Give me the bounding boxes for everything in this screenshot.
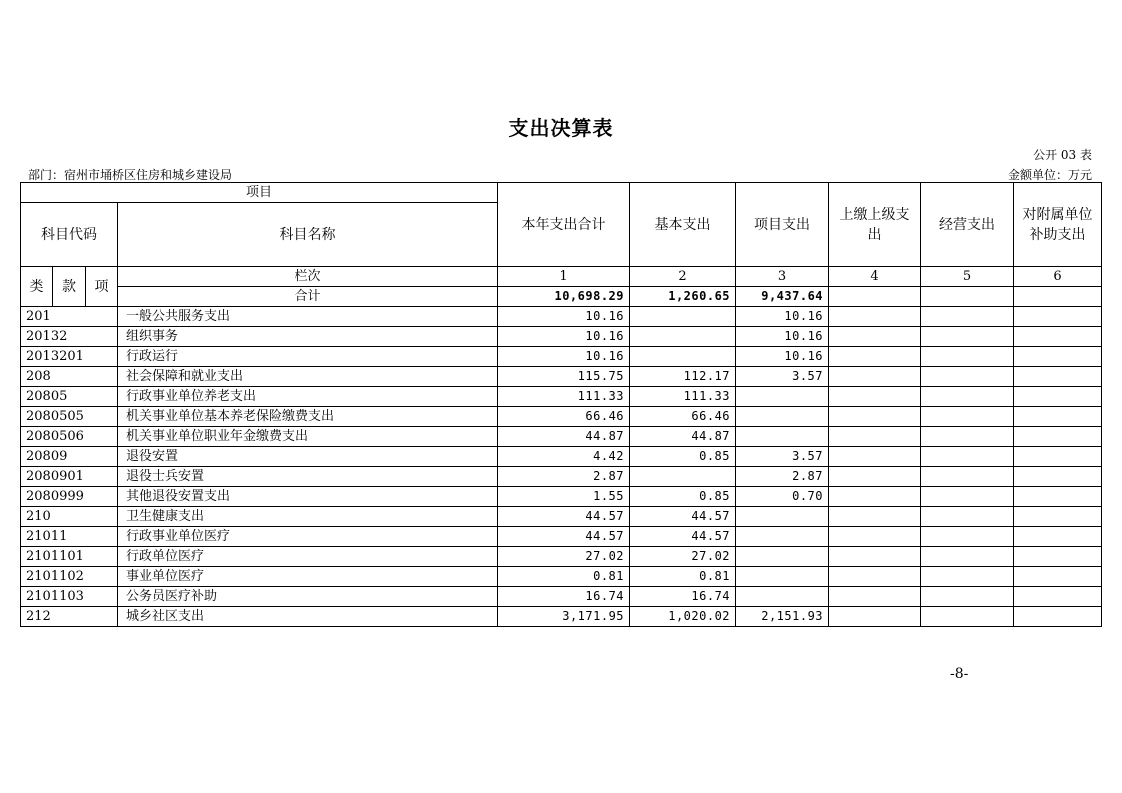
basic-amount-cell: 0.81 — [630, 567, 736, 587]
upper-amount-cell — [829, 327, 921, 347]
total-amount-cell: 1.55 — [498, 487, 630, 507]
subject-code-header: 科目代码 — [21, 203, 118, 267]
subject-name-header: 科目名称 — [118, 203, 498, 267]
total-amount-cell: 3,171.95 — [498, 607, 630, 627]
project-amount-cell — [736, 567, 829, 587]
basic-amount-cell: 112.17 — [630, 367, 736, 387]
business-amount-cell — [921, 387, 1014, 407]
subject-code-cell: 2101103 — [21, 587, 118, 607]
total-amount-cell: 10.16 — [498, 327, 630, 347]
business-amount-cell — [921, 467, 1014, 487]
form-number: 公开 03 表 — [1033, 148, 1092, 162]
subject-name-cell: 行政事业单位养老支出 — [118, 387, 498, 407]
upper-amount-cell — [829, 487, 921, 507]
subject-name-cell: 公务员医疗补助 — [118, 587, 498, 607]
project-amount-cell — [736, 587, 829, 607]
total-upper-amount — [829, 287, 921, 307]
upper-amount-cell — [829, 427, 921, 447]
business-amount-cell — [921, 567, 1014, 587]
table-row — [21, 607, 1102, 627]
column-index-4: 4 — [829, 267, 921, 287]
upper-amount-cell — [829, 387, 921, 407]
subsidy-amount-cell — [1014, 427, 1102, 447]
subsidy-amount-cell — [1014, 587, 1102, 607]
project-amount-cell — [736, 527, 829, 547]
table-row — [21, 387, 1102, 407]
upper-amount-cell — [829, 507, 921, 527]
business-amount-cell — [921, 427, 1014, 447]
column-index-1: 1 — [498, 267, 630, 287]
subject-name-cell: 事业单位医疗 — [118, 567, 498, 587]
project-amount-cell: 10.16 — [736, 347, 829, 367]
column-index-5: 5 — [921, 267, 1014, 287]
expenditure-table — [20, 182, 1102, 627]
row-index-label: 栏次 — [118, 267, 498, 287]
subject-code-cell: 208 — [21, 367, 118, 387]
business-amount-cell — [921, 447, 1014, 467]
total-amount-cell: 0.81 — [498, 567, 630, 587]
table-row — [21, 567, 1102, 587]
subject-name-cell: 其他退役安置支出 — [118, 487, 498, 507]
upper-amount-cell — [829, 567, 921, 587]
amount-unit-label: 金额单位：万元 — [1007, 168, 1092, 182]
project-amount-cell — [736, 547, 829, 567]
subsidy-amount-cell — [1014, 327, 1102, 347]
total-amount-cell: 111.33 — [498, 387, 630, 407]
business-amount-cell — [921, 507, 1014, 527]
table-row — [21, 307, 1102, 327]
subject-name-cell: 行政运行 — [118, 347, 498, 367]
upper-amount-cell — [829, 547, 921, 567]
subsidy-amount-cell — [1014, 607, 1102, 627]
basic-amount-cell — [630, 467, 736, 487]
total-amount-cell: 44.57 — [498, 507, 630, 527]
basic-amount-cell: 16.74 — [630, 587, 736, 607]
subsidy-amount-cell — [1014, 567, 1102, 587]
column-index-6: 6 — [1014, 267, 1102, 287]
total-basic-amount: 1,260.65 — [630, 287, 736, 307]
project-amount-cell — [736, 407, 829, 427]
total-business-amount — [921, 287, 1014, 307]
basic-amount-cell: 0.85 — [630, 447, 736, 467]
basic-amount-cell: 44.57 — [630, 527, 736, 547]
subject-name-cell: 机关事业单位职业年金缴费支出 — [118, 427, 498, 447]
basic-expenditure-header: 基本支出 — [630, 183, 736, 267]
upper-amount-cell — [829, 587, 921, 607]
subject-code-cell: 2101101 — [21, 547, 118, 567]
subject-name-cell: 退役士兵安置 — [118, 467, 498, 487]
department-label: 部门：宿州市埇桥区住房和城乡建设局 — [28, 168, 233, 182]
subject-name-cell: 一般公共服务支出 — [118, 307, 498, 327]
table-row — [21, 427, 1102, 447]
business-amount-cell — [921, 527, 1014, 547]
subject-code-cell: 21011 — [21, 527, 118, 547]
business-amount-cell — [921, 587, 1014, 607]
project-amount-cell: 0.70 — [736, 487, 829, 507]
subsidy-amount-cell — [1014, 367, 1102, 387]
business-amount-cell — [921, 407, 1014, 427]
basic-amount-cell: 1,020.02 — [630, 607, 736, 627]
project-amount-cell: 3.57 — [736, 447, 829, 467]
project-amount-cell: 2.87 — [736, 467, 829, 487]
upper-amount-cell — [829, 307, 921, 327]
column-index-3: 3 — [736, 267, 829, 287]
table-row — [21, 587, 1102, 607]
table-row — [21, 447, 1102, 467]
subject-code-cell: 201 — [21, 307, 118, 327]
table-row — [21, 527, 1102, 547]
subject-code-cell: 2080901 — [21, 467, 118, 487]
total-amount-cell: 27.02 — [498, 547, 630, 567]
project-amount-cell: 3.57 — [736, 367, 829, 387]
table-row — [21, 547, 1102, 567]
subject-code-cell: 20805 — [21, 387, 118, 407]
header-row-3 — [21, 267, 1102, 287]
subject-code-cell: 20809 — [21, 447, 118, 467]
upper-amount-cell — [829, 607, 921, 627]
project-amount-cell: 2,151.93 — [736, 607, 829, 627]
subsidy-amount-cell — [1014, 467, 1102, 487]
table-row — [21, 467, 1102, 487]
subject-name-cell: 组织事务 — [118, 327, 498, 347]
project-amount-cell: 10.16 — [736, 327, 829, 347]
subsidy-amount-cell — [1014, 487, 1102, 507]
column-index-2: 2 — [630, 267, 736, 287]
total-amount-cell: 4.42 — [498, 447, 630, 467]
table-row — [21, 367, 1102, 387]
subject-code-cell: 212 — [21, 607, 118, 627]
basic-amount-cell: 66.46 — [630, 407, 736, 427]
subject-name-cell: 退役安置 — [118, 447, 498, 467]
basic-amount-cell: 0.85 — [630, 487, 736, 507]
business-expenditure-header: 经营支出 — [921, 183, 1014, 267]
subject-name-cell: 社会保障和就业支出 — [118, 367, 498, 387]
total-amount-cell: 115.75 — [498, 367, 630, 387]
basic-amount-cell — [630, 347, 736, 367]
table-row — [21, 327, 1102, 347]
table-row — [21, 487, 1102, 507]
total-amount-cell: 10.16 — [498, 347, 630, 367]
business-amount-cell — [921, 307, 1014, 327]
subject-code-cell: 2080505 — [21, 407, 118, 427]
subsidy-amount-cell — [1014, 307, 1102, 327]
business-amount-cell — [921, 547, 1014, 567]
subsidy-amount-cell — [1014, 407, 1102, 427]
table-row — [21, 347, 1102, 367]
table-row — [21, 507, 1102, 527]
total-amount-cell: 66.46 — [498, 407, 630, 427]
total-subsidy-amount — [1014, 287, 1102, 307]
basic-amount-cell: 44.57 — [630, 507, 736, 527]
basic-amount-cell: 111.33 — [630, 387, 736, 407]
subject-name-cell: 城乡社区支出 — [118, 607, 498, 627]
subject-name-cell: 卫生健康支出 — [118, 507, 498, 527]
subsidy-amount-cell — [1014, 527, 1102, 547]
subsidy-expenditure-header: 对附属单位补助支出 — [1014, 183, 1102, 267]
basic-amount-cell — [630, 307, 736, 327]
upper-amount-cell — [829, 467, 921, 487]
project-header: 项目 — [21, 183, 498, 203]
subsidy-amount-cell — [1014, 547, 1102, 567]
upper-amount-cell — [829, 447, 921, 467]
basic-amount-cell: 27.02 — [630, 547, 736, 567]
total-label: 合计 — [118, 287, 498, 307]
upper-payment-header: 上缴上级支出 — [829, 183, 921, 267]
project-amount-cell: 10.16 — [736, 307, 829, 327]
category-xiang-header: 项 — [86, 267, 118, 307]
total-row — [21, 287, 1102, 307]
subsidy-amount-cell — [1014, 387, 1102, 407]
business-amount-cell — [921, 327, 1014, 347]
header-row-1 — [21, 183, 1102, 203]
subject-code-cell: 2013201 — [21, 347, 118, 367]
category-lei-header: 类 — [21, 267, 53, 307]
subject-code-cell: 2080506 — [21, 427, 118, 447]
subsidy-amount-cell — [1014, 447, 1102, 467]
business-amount-cell — [921, 367, 1014, 387]
basic-amount-cell — [630, 327, 736, 347]
subject-code-cell: 2101102 — [21, 567, 118, 587]
subject-name-cell: 行政单位医疗 — [118, 547, 498, 567]
subject-code-cell: 20132 — [21, 327, 118, 347]
subject-name-cell: 机关事业单位基本养老保险缴费支出 — [118, 407, 498, 427]
project-amount-cell — [736, 507, 829, 527]
total-amount-cell: 16.74 — [498, 587, 630, 607]
table-row — [21, 407, 1102, 427]
page-title: 支出决算表 — [508, 116, 614, 140]
category-kuan-header: 款 — [53, 267, 86, 307]
total-amount-cell: 10.16 — [498, 307, 630, 327]
project-amount-cell — [736, 387, 829, 407]
subsidy-amount-cell — [1014, 347, 1102, 367]
total-amount-cell: 2.87 — [498, 467, 630, 487]
upper-amount-cell — [829, 367, 921, 387]
upper-amount-cell — [829, 347, 921, 367]
total-project-amount: 9,437.64 — [736, 287, 829, 307]
subject-code-cell: 210 — [21, 507, 118, 527]
upper-amount-cell — [829, 527, 921, 547]
total-amount: 10,698.29 — [498, 287, 630, 307]
total-expenditure-header: 本年支出合计 — [498, 183, 630, 267]
business-amount-cell — [921, 347, 1014, 367]
project-expenditure-header: 项目支出 — [736, 183, 829, 267]
page-number: -8- — [950, 666, 969, 682]
subsidy-amount-cell — [1014, 507, 1102, 527]
total-amount-cell: 44.57 — [498, 527, 630, 547]
subject-code-cell: 2080999 — [21, 487, 118, 507]
basic-amount-cell: 44.87 — [630, 427, 736, 447]
business-amount-cell — [921, 487, 1014, 507]
business-amount-cell — [921, 607, 1014, 627]
project-amount-cell — [736, 427, 829, 447]
upper-amount-cell — [829, 407, 921, 427]
total-amount-cell: 44.87 — [498, 427, 630, 447]
subject-name-cell: 行政事业单位医疗 — [118, 527, 498, 547]
